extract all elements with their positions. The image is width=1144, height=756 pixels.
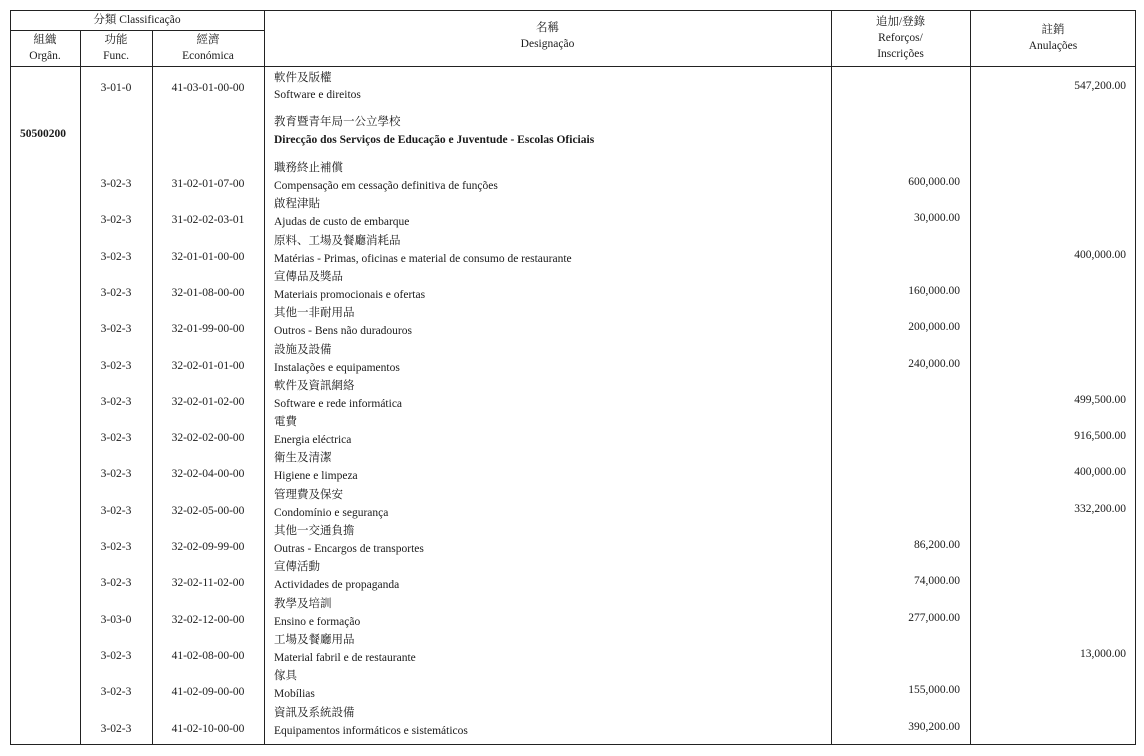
designation-pt: Ajudas de custo de embarque [274,216,410,229]
designation-zh: 其他一非耐用品 [274,307,355,320]
designation-pt: Actividades de propaganda [274,579,400,592]
econ-code: 31-02-02-03-01 [171,214,245,227]
reinforcement-amount: 155,000.00 [908,684,960,697]
divider [831,10,832,745]
header-designation-pt: Designação [520,38,575,50]
econ-code: 32-01-08-00-00 [171,286,245,299]
func-code: 3-02-3 [100,722,132,735]
reinforcement-amount: 200,000.00 [908,321,960,334]
func-code: 3-02-3 [100,468,132,481]
cancellation-amount: 400,000.00 [1074,466,1126,479]
designation-zh: 原料、工場及餐廳消耗品 [274,234,401,247]
designation-zh: 衛生及清潔 [274,452,332,465]
designation-pt: Material fabril e de restaurante [274,651,416,664]
designation-zh: 傢具 [274,670,297,683]
header-reinforcements-pt1: Reforços/ [878,32,923,44]
header-func-pt: Func. [103,50,129,62]
divider [10,30,264,31]
designation-pt: Compensação em cessação definitiva de funções [274,180,498,192]
econ-code: 32-02-11-02-00 [171,577,245,590]
econ-code: 32-01-99-00-00 [171,323,245,336]
designation-zh: 宣傳活動 [274,561,320,574]
func-code: 3-02-3 [100,432,132,445]
header-divider [10,66,1136,67]
func-code: 3-01-0 [100,82,132,94]
econ-code: 41-03-01-00-00 [171,82,245,94]
func-code: 3-02-3 [100,250,132,263]
func-code: 3-02-3 [100,504,132,517]
reinforcement-amount: 390,200.00 [908,720,960,733]
econ-code: 32-02-05-00-00 [171,504,245,517]
reinforcement-amount: 277,000.00 [908,611,960,624]
designation-zh: 電費 [274,416,297,429]
reinforcement-amount: 30,000.00 [914,212,960,225]
header-func-zh: 功能 [104,34,128,46]
func-code: 3-02-3 [100,395,132,408]
econ-code: 32-02-01-01-00 [171,359,245,372]
reinforcement-amount: 74,000.00 [914,575,960,588]
divider [80,30,81,745]
divider [264,10,265,745]
budget-table [10,10,1136,745]
cancellation-amount: 332,200.00 [1074,502,1126,515]
func-code: 3-02-3 [100,323,132,336]
designation-pt: Matérias - Primas, oficinas e material de consumo de restaurante [274,252,572,265]
header-reinforcements-zh: 追加/登錄 [875,16,926,28]
header-organ-zh: 組織 [33,34,57,46]
cancellation-amount: 499,500.00 [1074,393,1126,406]
divider [152,30,153,745]
header-econ-pt: Económica [182,50,234,62]
designation-pt: Software e direitos [274,89,361,101]
econ-code: 32-02-04-00-00 [171,468,245,481]
econ-code: 41-02-08-00-00 [171,649,245,662]
econ-code: 32-01-01-00-00 [171,250,245,263]
designation-zh: 軟件及資訊網絡 [274,379,355,392]
organ-name-pt: Direcção dos Serviços de Educação e Juventude - Escolas Oficiais [274,134,595,146]
reinforcement-amount: 86,200.00 [914,539,960,551]
divider [970,10,971,745]
designation-pt: Mobílias [274,688,315,701]
header-econ-zh: 經濟 [196,34,220,46]
designation-zh: 啟程津貼 [274,198,320,211]
designation-zh: 管理費及保安 [274,488,343,501]
econ-code: 32-02-01-02-00 [171,395,245,408]
reinforcement-amount: 600,000.00 [908,176,960,188]
func-code: 3-02-3 [100,214,132,227]
organ-name-zh: 教育暨青年局一公立學校 [274,116,401,128]
designation-pt: Outras - Encargos de transportes [274,543,424,555]
func-code: 3-03-0 [100,613,132,626]
designation-zh: 教學及培訓 [274,597,332,610]
econ-code: 41-02-09-00-00 [171,686,245,699]
designation-pt: Ensino e formação [274,615,361,628]
header-organ-pt: Orgân. [29,50,61,62]
designation-zh: 其他一交通負擔 [274,525,355,537]
designation-zh: 軟件及版權 [274,72,332,84]
designation-pt: Materiais promocionais e ofertas [274,288,426,301]
econ-code: 41-02-10-00-00 [171,722,245,735]
econ-code: 32-02-02-00-00 [171,432,245,445]
designation-pt: Instalações e equipamentos [274,361,400,374]
func-code: 3-02-3 [100,541,132,553]
designation-pt: Equipamentos informáticos e sistemáticos [274,724,468,737]
designation-pt: Software e rede informática [274,397,403,410]
cancellation-amount: 916,500.00 [1074,430,1126,443]
cancellation-amount: 13,000.00 [1080,647,1126,660]
designation-pt: Condomínio e segurança [274,506,389,519]
func-code: 3-02-3 [100,359,132,372]
designation-pt: Energia eléctrica [274,434,352,447]
designation-zh: 設施及設備 [274,343,332,356]
designation-zh: 資訊及系統設備 [274,706,355,719]
func-code: 3-02-3 [100,577,132,590]
func-code: 3-02-3 [100,178,132,190]
designation-pt: Higiene e limpeza [274,470,358,483]
func-code: 3-02-3 [100,649,132,662]
header-cancellations-zh: 註銷 [1041,24,1065,36]
cancellation-amount: 547,200.00 [1074,80,1126,92]
reinforcement-amount: 240,000.00 [908,357,960,370]
econ-code: 31-02-01-07-00 [171,178,245,190]
designation-zh: 宣傳品及獎品 [274,270,343,283]
designation-pt: Outros - Bens não duradouros [274,325,412,338]
header-designation-zh: 名稱 [536,22,559,34]
header-reinforcements-pt2: Inscrições [877,48,924,60]
econ-code: 32-02-12-00-00 [171,613,245,626]
econ-code: 32-02-09-99-00 [171,541,245,553]
designation-zh: 工場及餐廳用品 [274,633,355,646]
header-cancellations-pt: Anulações [1028,40,1078,52]
reinforcement-amount: 160,000.00 [908,284,960,297]
designation-zh: 職務終止補償 [274,162,343,174]
func-code: 3-02-3 [100,686,132,699]
header-classification: 分類 Classificação [93,14,181,26]
cancellation-amount: 400,000.00 [1074,248,1126,261]
organ-code: 50500200 [20,128,66,140]
func-code: 3-02-3 [100,286,132,299]
